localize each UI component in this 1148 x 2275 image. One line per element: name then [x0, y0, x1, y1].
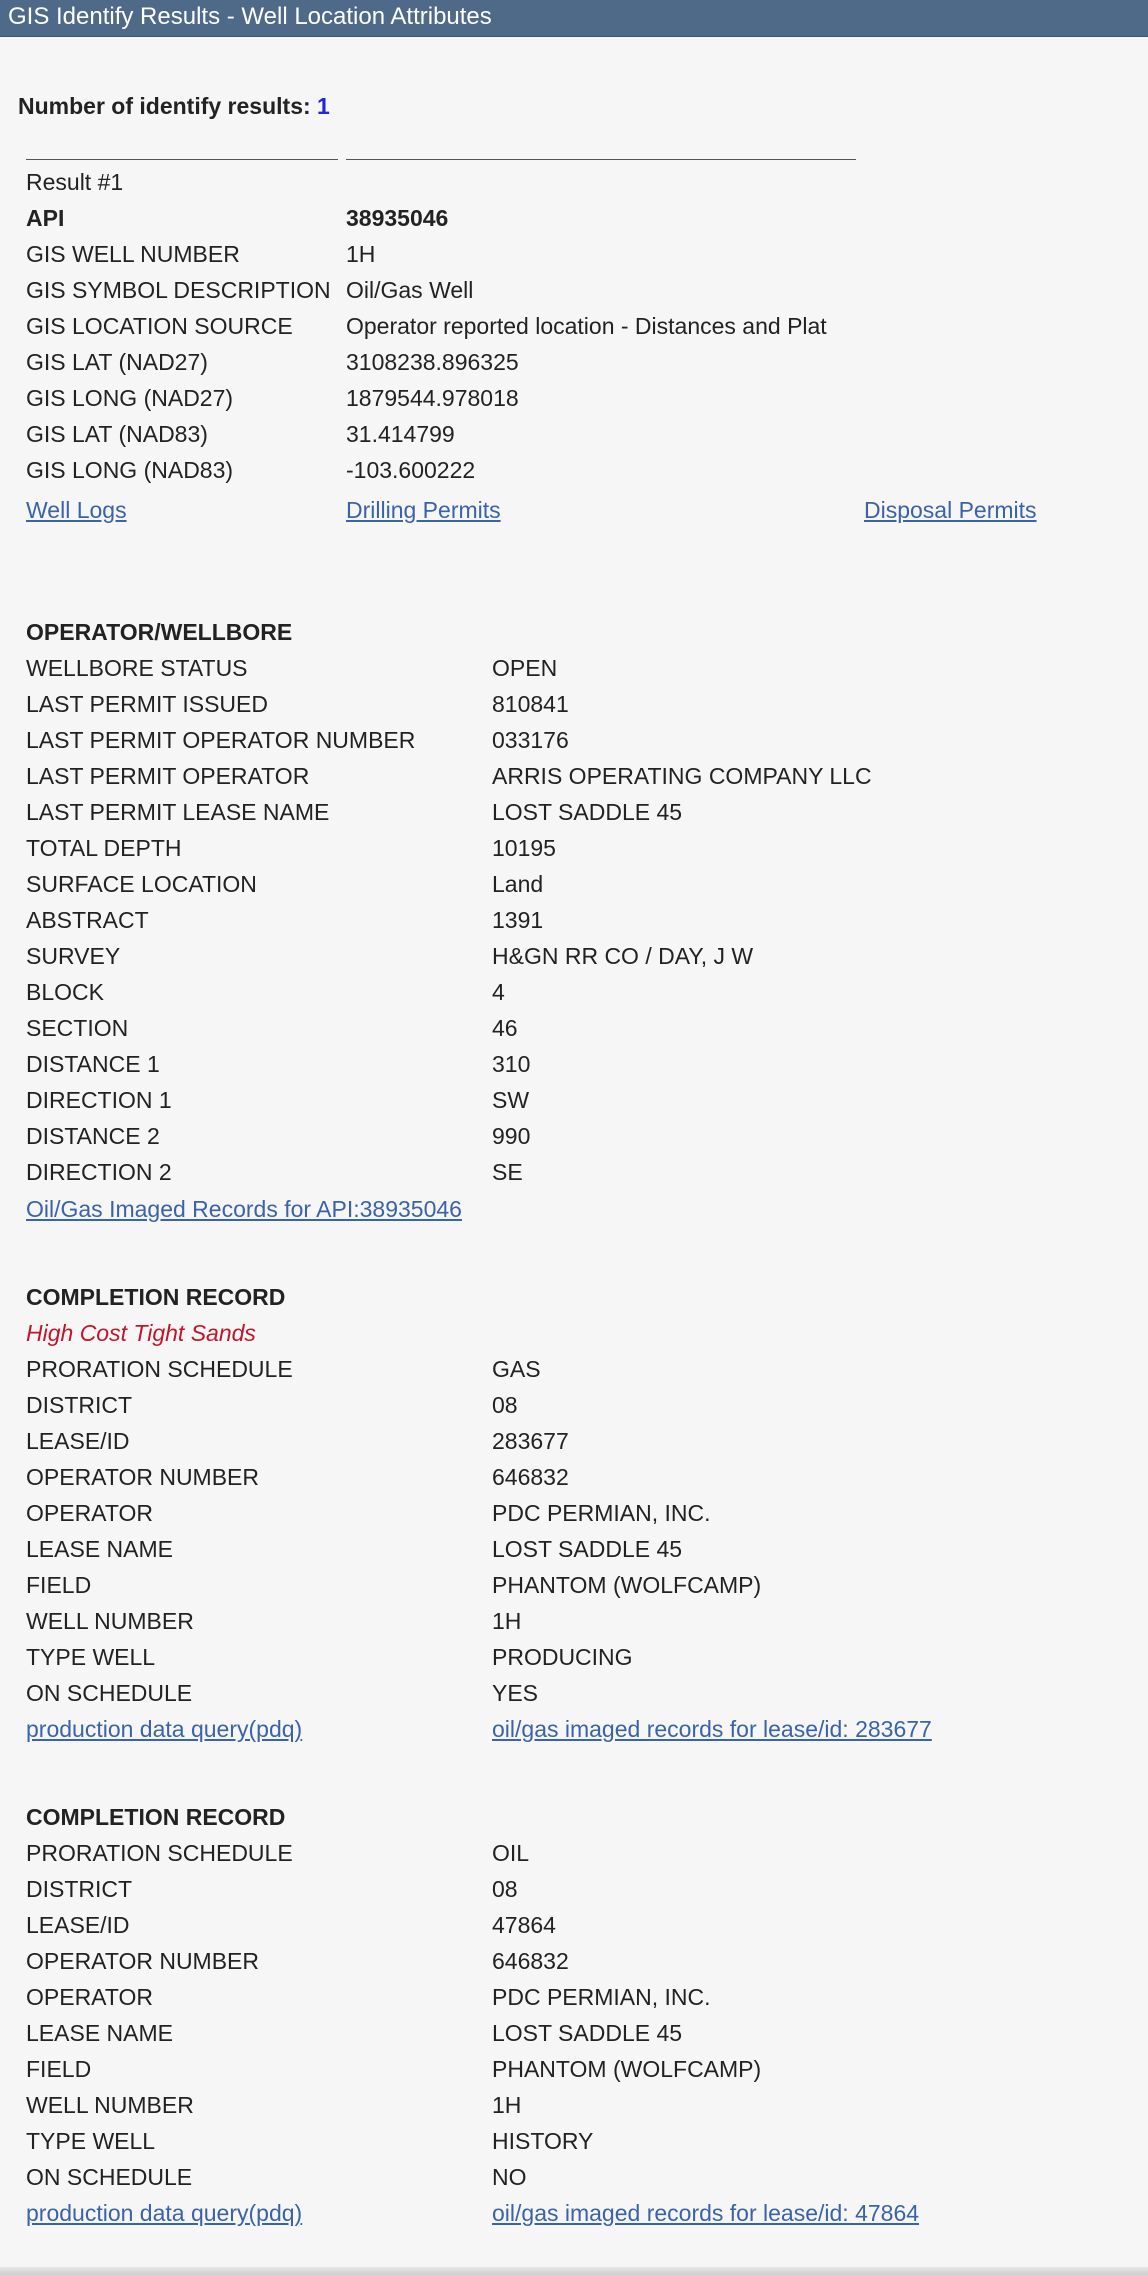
wellbore-attribute-value: OPEN [492, 655, 558, 681]
wellbore-attribute-label: LAST PERMIT OPERATOR NUMBER [26, 727, 416, 753]
wellbore-attribute-label: ABSTRACT [26, 907, 149, 933]
wellbore-attribute-value: 990 [492, 1123, 531, 1149]
well-logs-link-text[interactable]: Well Logs [26, 497, 127, 523]
result-attribute-label: GIS SYMBOL DESCRIPTION [26, 277, 331, 303]
completion-record-heading-2: COMPLETION RECORD [26, 1804, 286, 1830]
completion-2-attribute-label: LEASE/ID [26, 1912, 130, 1938]
completion-1-attribute-label: ON SCHEDULE [26, 1680, 193, 1706]
wellbore-attribute-value: 810841 [492, 691, 569, 717]
completion-2-attribute-value: OIL [492, 1840, 530, 1866]
result-attribute-value: 1H [346, 241, 376, 267]
completion-2-attribute-value: LOST SADDLE 45 [492, 2020, 683, 2046]
wellbore-attribute-value: Land [492, 871, 544, 897]
completion-1-attribute-value: PRODUCING [492, 1644, 633, 1670]
completion-record-heading-1: COMPLETION RECORD [26, 1284, 286, 1310]
completion-2-attribute-value: HISTORY [492, 2128, 594, 2154]
completion-2-attribute-value: NO [492, 2164, 527, 2190]
completion-1-attribute-value: PDC PERMIAN, INC. [492, 1500, 711, 1526]
completion-2-attribute-value: 08 [492, 1876, 518, 1902]
completion-2-attribute-value: 47864 [492, 1912, 556, 1938]
completion-2-attribute-label: DISTRICT [26, 1876, 133, 1902]
completion-1-attribute-label: DISTRICT [26, 1392, 133, 1418]
wellbore-attribute-label: DIRECTION 2 [26, 1159, 172, 1185]
table-divider-right [346, 159, 856, 160]
completion-1-attribute-label: PRORATION SCHEDULE [26, 1356, 293, 1382]
high-cost-tight-sands-note: High Cost Tight Sands [26, 1320, 256, 1346]
wellbore-attribute-label: SECTION [26, 1015, 129, 1041]
completion-1-attribute-value: YES [492, 1680, 539, 1706]
completion-2-attribute-value: 1H [492, 2092, 522, 2118]
completion-1-attribute-label: TYPE WELL [26, 1644, 156, 1670]
wellbore-attribute-label: BLOCK [26, 979, 104, 1005]
wellbore-attribute-label: SURVEY [26, 943, 121, 969]
completion-2-attribute-value: PDC PERMIAN, INC. [492, 1984, 711, 2010]
completion-1-attribute-label: LEASE/ID [26, 1428, 130, 1454]
wellbore-attribute-label: DIRECTION 1 [26, 1087, 172, 1113]
lease-imaged-records-link-1-text[interactable]: oil/gas imaged records for lease/id: 283677 [492, 1716, 932, 1742]
results-count-line [18, 93, 330, 120]
result-attribute-label: GIS LONG (NAD27) [26, 385, 234, 411]
completion-2-attribute-label: FIELD [26, 2056, 92, 2082]
table-divider-left [26, 159, 338, 160]
completion-2-attribute-label: WELL NUMBER [26, 2092, 194, 2118]
api-value: 38935046 [346, 205, 449, 231]
completion-1-attribute-value: GAS [492, 1356, 541, 1382]
results-count-value: 1 [317, 93, 330, 119]
result-attribute-value: Oil/Gas Well [346, 277, 474, 303]
wellbore-attribute-label: TOTAL DEPTH [26, 835, 182, 861]
operator-wellbore-heading: OPERATOR/WELLBORE [26, 619, 293, 645]
completion-2-attribute-value: PHANTOM (WOLFCAMP) [492, 2056, 762, 2082]
pdq-link-2[interactable] [26, 2198, 302, 2228]
well-logs-link[interactable] [26, 495, 127, 525]
wellbore-attribute-label: SURFACE LOCATION [26, 871, 257, 897]
completion-2-attribute-label: OPERATOR NUMBER [26, 1948, 260, 1974]
completion-1-attribute-label: OPERATOR [26, 1500, 153, 1526]
completion-2-attribute-label: ON SCHEDULE [26, 2164, 193, 2190]
result-attribute-value: 1879544.978018 [346, 385, 519, 411]
drilling-permits-link-text[interactable]: Drilling Permits [346, 497, 501, 523]
result-attribute-label: GIS LOCATION SOURCE [26, 313, 293, 339]
completion-1-attribute-value: 646832 [492, 1464, 569, 1490]
pdq-link-1[interactable] [26, 1714, 302, 1744]
pdq-link-1-text[interactable]: production data query(pdq) [26, 1716, 303, 1742]
drilling-permits-link[interactable] [346, 495, 501, 525]
wellbore-attribute-label: WELLBORE STATUS [26, 655, 248, 681]
wellbore-attribute-value: LOST SADDLE 45 [492, 799, 683, 825]
completion-2-attribute-value: 646832 [492, 1948, 569, 1974]
result-attribute-label: GIS WELL NUMBER [26, 241, 240, 267]
result-attribute-label: GIS LONG (NAD83) [26, 457, 234, 483]
result-heading: Result #1 [26, 169, 124, 195]
completion-1-attribute-value: LOST SADDLE 45 [492, 1536, 683, 1562]
lease-imaged-records-link-2[interactable] [492, 2198, 919, 2228]
completion-1-attribute-value: PHANTOM (WOLFCAMP) [492, 1572, 762, 1598]
pdq-link-2-text[interactable]: production data query(pdq) [26, 2200, 303, 2226]
wellbore-attribute-value: 4 [492, 979, 505, 1005]
completion-2-attribute-label: PRORATION SCHEDULE [26, 1840, 293, 1866]
api-imaged-records-link[interactable] [26, 1194, 462, 1224]
api-imaged-records-link-text[interactable]: Oil/Gas Imaged Records for API:38935046 [26, 1196, 462, 1222]
result-attribute-value: Operator reported location - Distances and Plat [346, 313, 827, 339]
wellbore-attribute-label: LAST PERMIT ISSUED [26, 691, 268, 717]
wellbore-attribute-value: SE [492, 1159, 523, 1185]
wellbore-attribute-label: LAST PERMIT LEASE NAME [26, 799, 330, 825]
wellbore-attribute-label: DISTANCE 2 [26, 1123, 160, 1149]
wellbore-attribute-value: H&GN RR CO / DAY, J W [492, 943, 754, 969]
completion-1-attribute-label: FIELD [26, 1572, 92, 1598]
wellbore-attribute-value: 1391 [492, 907, 544, 933]
completion-1-attribute-value: 283677 [492, 1428, 569, 1454]
wellbore-attribute-value: 310 [492, 1051, 531, 1077]
completion-1-attribute-label: WELL NUMBER [26, 1608, 194, 1634]
disposal-permits-link[interactable] [864, 495, 1037, 525]
completion-1-attribute-value: 08 [492, 1392, 518, 1418]
api-label: API [26, 205, 65, 231]
completion-1-attribute-label: LEASE NAME [26, 1536, 173, 1562]
completion-2-attribute-label: LEASE NAME [26, 2020, 173, 2046]
result-attribute-label: GIS LAT (NAD27) [26, 349, 208, 375]
wellbore-attribute-value: ARRIS OPERATING COMPANY LLC [492, 763, 872, 789]
completion-1-attribute-value: 1H [492, 1608, 522, 1634]
wellbore-attribute-label: DISTANCE 1 [26, 1051, 160, 1077]
result-attribute-value: -103.600222 [346, 457, 476, 483]
result-attribute-value: 31.414799 [346, 421, 455, 447]
completion-2-attribute-label: OPERATOR [26, 1984, 153, 2010]
panel-bottom-edge [0, 2267, 1148, 2275]
wellbore-attribute-value: 46 [492, 1015, 518, 1041]
result-attribute-value: 3108238.896325 [346, 349, 519, 375]
wellbore-attribute-value: 033176 [492, 727, 569, 753]
disposal-permits-link-text[interactable]: Disposal Permits [864, 497, 1037, 523]
completion-2-attribute-label: TYPE WELL [26, 2128, 156, 2154]
window-title: GIS Identify Results - Well Location Attributes [0, 0, 1148, 37]
wellbore-attribute-value: SW [492, 1087, 530, 1113]
wellbore-attribute-label: LAST PERMIT OPERATOR [26, 763, 310, 789]
lease-imaged-records-link-1[interactable] [492, 1714, 932, 1744]
wellbore-attribute-value: 10195 [492, 835, 556, 861]
results-count-label: Number of identify results: [18, 93, 311, 119]
completion-1-attribute-label: OPERATOR NUMBER [26, 1464, 260, 1490]
result-attribute-label: GIS LAT (NAD83) [26, 421, 208, 447]
lease-imaged-records-link-2-text[interactable]: oil/gas imaged records for lease/id: 47864 [492, 2200, 920, 2226]
